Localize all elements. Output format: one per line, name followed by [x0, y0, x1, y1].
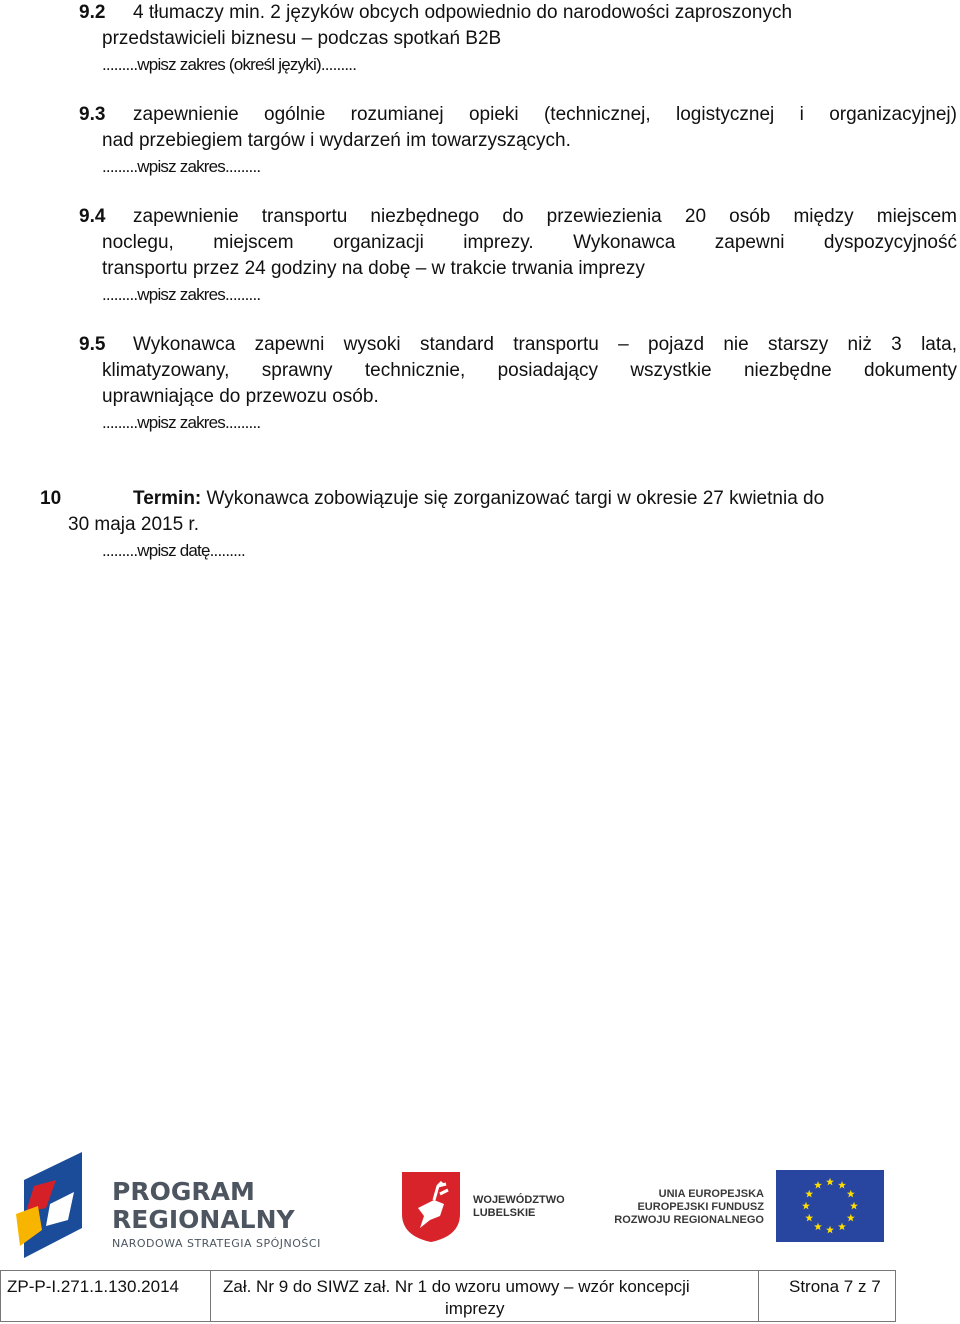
- wojewodztwo-line-2: LUBELSKIE: [473, 1207, 536, 1219]
- item-9-3-number: 9.3: [79, 104, 106, 125]
- item-10-label: Termin:: [133, 488, 202, 509]
- item-9-4-text-line-3: transportu przez 24 godziny na dobę – w trakcie trwania imprezy: [102, 258, 645, 279]
- wojewodztwo-line-1: WOJEWÓDZTWO: [473, 1194, 565, 1206]
- program-regionalny-emblem: [16, 1150, 88, 1258]
- item-10-number: 10: [40, 488, 62, 509]
- ue-logo-text: [600, 1188, 764, 1227]
- item-9-2-fill-placeholder: .........wpisz zakres (określ języki).........: [102, 55, 357, 74]
- item-9-5-number: 9.5: [79, 334, 106, 355]
- item-10-text: Wykonawca zobowiązuje się zorganizować targi w okresie 27 kwietnia do: [201, 488, 825, 509]
- footer-table: [0, 1270, 896, 1322]
- ue-line-2: EUROPEJSKI FUNDUSZ: [637, 1201, 764, 1213]
- item-9-2-text-line-1: 4 tłumaczy min. 2 języków obcych odpowiednio do narodowości zaproszonych: [133, 2, 793, 23]
- item-9-5-text-line-1: Wykonawca zapewni wysoki standard transportu – pojazd nie starszy niż 3 lata,: [133, 334, 957, 355]
- program-logo-line-2: REGIONALNY: [112, 1205, 295, 1234]
- program-logo-line-3: NARODOWA STRATEGIA SPÓJNOŚCI: [112, 1237, 321, 1250]
- item-9-4-fill-placeholder: .........wpisz zakres.........: [102, 285, 261, 304]
- eu-flag-icon: [776, 1170, 884, 1242]
- item-9-5-text-line-2: klimatyzowany, sprawny technicznie, posiadający wszystkie niezbędne dokumenty: [102, 360, 957, 381]
- item-9-5-fill-placeholder: .........wpisz zakres.........: [102, 413, 261, 432]
- item-9-4-text-line-2: noclegu, miejscem organizacji imprezy. Wykonawca zapewni dyspozycyjność: [102, 232, 957, 253]
- item-10-text-line-2: 30 maja 2015 r.: [68, 514, 199, 535]
- ue-line-3: ROZWOJU REGIONALNEGO: [614, 1214, 764, 1226]
- item-9-4-number: 9.4: [79, 206, 106, 227]
- footer-page-number: Strona 7 z 7: [789, 1277, 881, 1296]
- lubelskie-coat-of-arms-icon: [400, 1170, 462, 1244]
- item-10-fill-placeholder: .........wpisz datę.........: [102, 541, 245, 560]
- item-9-2-number: 9.2: [79, 2, 106, 23]
- item-9-4-text-line-1: zapewnienie transportu niezbędnego do przewiezienia 20 osób między miejscem: [133, 206, 957, 227]
- program-logo-line-1: PROGRAM: [112, 1177, 255, 1206]
- footer-reference: ZP-P-I.271.1.130.2014: [1, 1271, 211, 1321]
- footer-title-line-1: Zał. Nr 9 do SIWZ zał. Nr 1 do wzoru umowy – wzór koncepcji: [223, 1277, 690, 1296]
- item-9-3-fill-placeholder: .........wpisz zakres.........: [102, 157, 261, 176]
- item-10-text-line-1: [133, 486, 824, 512]
- item-9-3-text-line-1: zapewnienie ogólnie rozumianej opieki (technicznej, logistycznej i organizacyjnej): [133, 104, 957, 125]
- item-9-2-text-line-2: przedstawicieli biznesu – podczas spotkań B2B: [102, 28, 502, 49]
- ue-line-1: UNIA EUROPEJSKA: [658, 1188, 764, 1200]
- item-9-5-text-line-3: uprawniające do przewozu osób.: [102, 386, 379, 407]
- item-9-3-text-line-2: nad przebiegiem targów i wydarzeń im towarzyszących.: [102, 130, 571, 151]
- footer-title-line-2: imprezy: [445, 1299, 505, 1318]
- footer-title: [211, 1271, 759, 1321]
